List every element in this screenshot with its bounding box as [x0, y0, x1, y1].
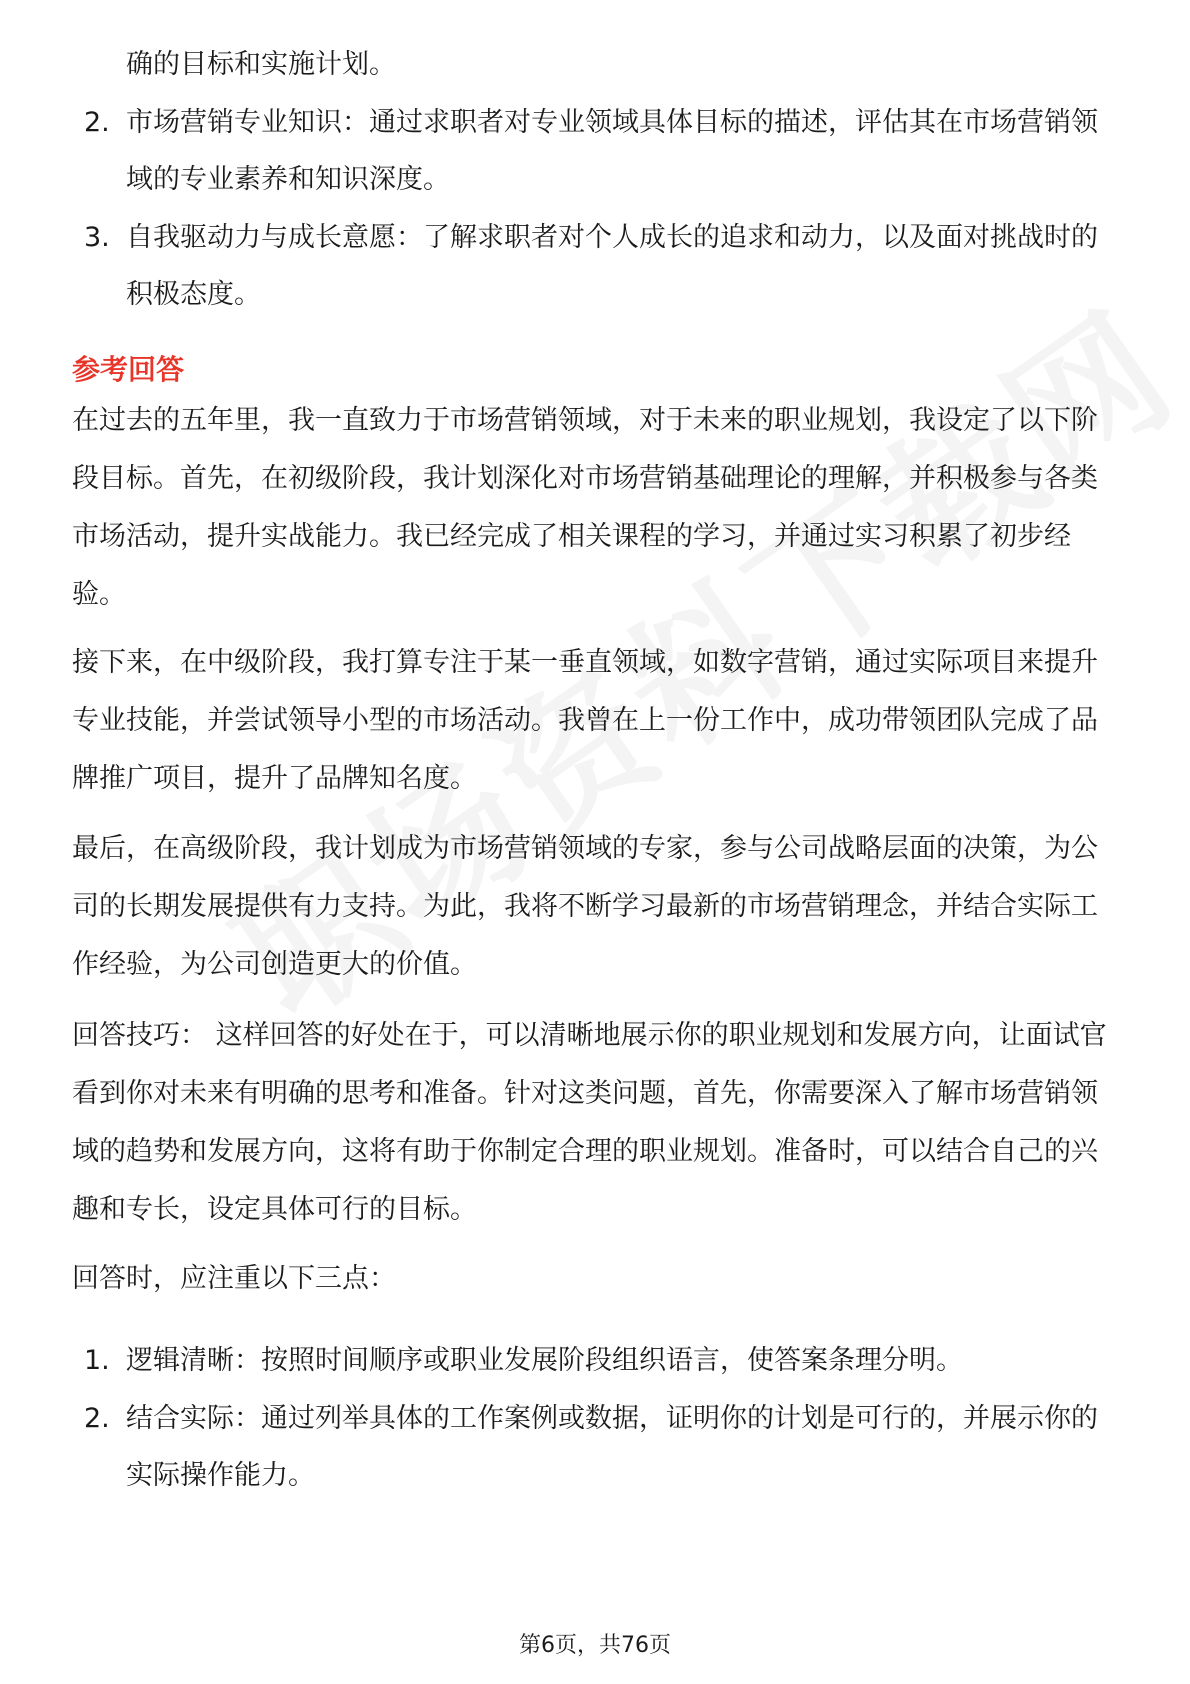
list-number: 1.	[84, 1345, 110, 1376]
list-item	[76, 209, 1116, 323]
list-text: 结合实际：通过列举具体的工作案例或数据，证明你的计划是可行的，并展示你的实际操作能力。	[126, 1403, 1098, 1491]
top-list	[76, 36, 1116, 323]
list-number: 2.	[84, 1403, 110, 1434]
bottom-list	[76, 1332, 1116, 1504]
points-intro: 回答时，应注重以下三点：	[72, 1263, 396, 1294]
page-footer: 第6页，共76页	[519, 1633, 671, 1658]
list-number: 2.	[84, 107, 110, 138]
section-heading: 参考回答	[72, 353, 185, 386]
answer-paragraph-1: 在过去的五年里，我一直致力于市场营销领域，对于未来的职业规划，我设定了以下阶段目标。首先，在初级阶段，我计划深化对市场营销基础理论的理解，并积极参与各类市场活动，提升实战能力。我已经完成了相关课程的学习，并通过实习积累了初步经验。	[72, 405, 1098, 610]
answer-paragraph-2: 接下来，在中级阶段，我打算专注于某一垂直领域，如数字营销，通过实际项目来提升专业技能，并尝试领导小型的市场活动。我曾在上一份工作中，成功带领团队完成了品牌推广项目，提升了品牌知名度。	[72, 647, 1098, 794]
list-item	[76, 36, 1116, 93]
list-item	[76, 1332, 1116, 1389]
list-text: 自我驱动力与成长意愿：了解求职者对个人成长的追求和动力，以及面对挑战时的积极态度。	[126, 222, 1098, 310]
tips-paragraph: 回答技巧： 这样回答的好处在于，可以清晰地展示你的职业规划和发展方向，让面试官看到你对未来有明确的思考和准备。针对这类问题，首先，你需要深入了解市场营销领域的趋势和发展方向，这将有助于你制定合理的职业规划。准备时，可以结合自己的兴趣和专长，设定具体可行的目标。	[72, 1020, 1107, 1225]
answer-paragraph-3: 最后，在高级阶段，我计划成为市场营销领域的专家，参与公司战略层面的决策，为公司的长期发展提供有力支持。为此，我将不断学习最新的市场营销理念，并结合实际工作经验，为公司创造更大的价值。	[72, 833, 1098, 980]
list-number: 3.	[84, 222, 110, 253]
list-item	[76, 94, 1116, 208]
list-item	[76, 1390, 1116, 1504]
list-text: 确的目标和实施计划。	[126, 49, 396, 80]
list-text: 逻辑清晰：按照时间顺序或职业发展阶段组织语言，使答案条理分明。	[126, 1345, 963, 1376]
list-text: 市场营销专业知识：通过求职者对专业领域具体目标的描述，评估其在市场营销领域的专业素养和知识深度。	[126, 107, 1098, 195]
